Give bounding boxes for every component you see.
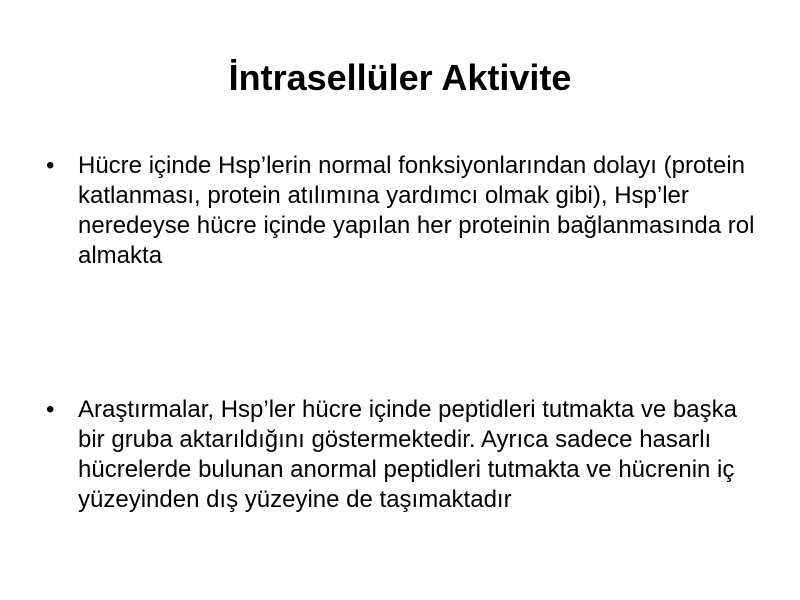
bullet-item (46, 395, 758, 515)
bullet-text: Hücre içinde Hsp’lerin normal fonksiyonlarından dolayı (protein katlanması, protein atılımına yardımcı olmak gibi), Hsp’ler neredeyse hücre içinde yapılan her proteinin bağlanmasında rol almakta (78, 152, 755, 269)
slide-title: İntrasellüler Aktivite (228, 57, 572, 98)
bullet-item (46, 151, 758, 271)
bullet-icon: • (46, 152, 55, 179)
bullet-text: Araştırmalar, Hsp’ler hücre içinde peptidleri tutmakta ve başka bir gruba aktarıldığını göstermektedir. Ayrıca sadece hasarlı hücrelerde bulunan anormal peptidleri tutmakta ve hücrenin iç yüzeyinden dış yüzeyine de taşımaktadır (78, 396, 737, 513)
bullet-icon: • (46, 396, 55, 423)
